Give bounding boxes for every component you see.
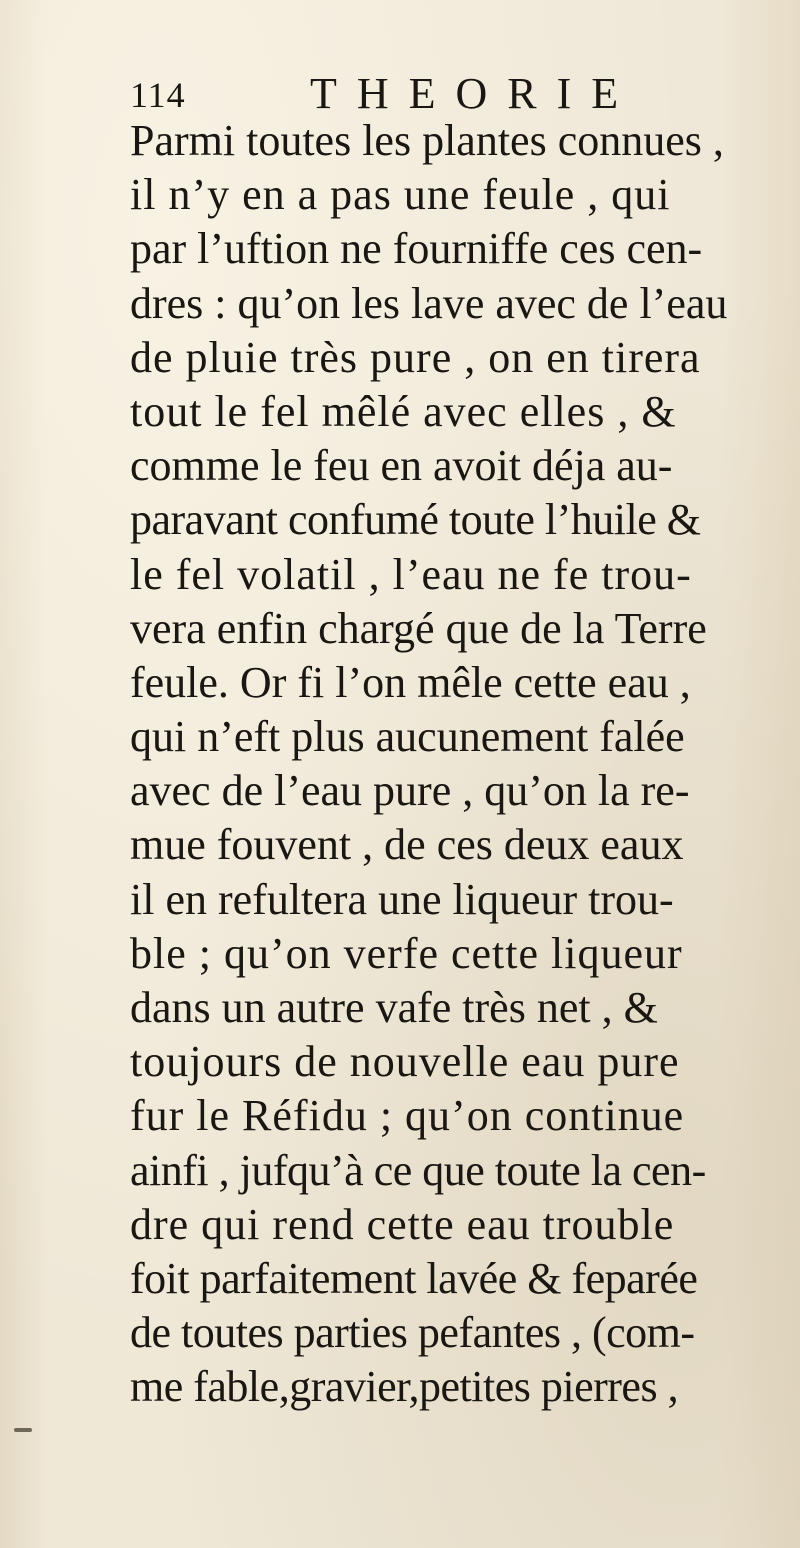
text-line: il en refultera une liqueur trou- xyxy=(130,874,674,924)
text-line: vera enfin chargé que de la Terre xyxy=(130,603,707,653)
text-line: il n’y en a pas une feule , qui xyxy=(130,170,671,220)
text-line: dans un autre vafe très net , & xyxy=(130,983,658,1032)
text-line: feule. Or fi l’on mêle cette eau , xyxy=(130,657,691,707)
text-line: dres : qu’on les lave avec de l’eau xyxy=(130,278,728,328)
ink-speck xyxy=(14,1428,32,1432)
body-text xyxy=(130,114,760,1415)
text-line: avec de l’eau pure , qu’on la re- xyxy=(130,766,690,816)
text-line: paravant confumé toute l’huile & xyxy=(130,495,701,545)
text-line: Parmi toutes les plantes connues , xyxy=(130,116,724,165)
text-line: toujours de nouvelle eau pure xyxy=(130,1037,680,1087)
text-line: ble ; qu’on verfe cette liqueur xyxy=(130,928,683,978)
text-line: mue fouvent , de ces deux eaux xyxy=(130,820,684,870)
text-line: de pluie très pure , on en tirera xyxy=(130,332,701,382)
text-line: ainfi , jufqu’à ce que toute la cen- xyxy=(130,1145,706,1195)
text-line: qui n’eft plus aucunement falée xyxy=(130,712,685,762)
text-line: le fel volatil , l’eau ne fe trou- xyxy=(130,549,692,599)
page-header xyxy=(130,68,690,120)
page-number: 114 xyxy=(130,75,186,115)
text-line: par l’uftion ne fourniffe ces cen- xyxy=(130,224,703,274)
text-line: tout le fel mêlé avec elles , & xyxy=(130,386,677,436)
text-line: foit parfaitement lavée & feparée xyxy=(130,1253,698,1303)
text-line: dre qui rend cette eau trouble xyxy=(130,1199,675,1249)
text-line: fur le Réfidu ; qu’on continue xyxy=(130,1091,685,1141)
text-line: me fable,gravier,petites pierres , xyxy=(130,1362,679,1412)
running-head: THEORIE xyxy=(310,69,639,118)
text-line: de toutes parties pefantes , (com- xyxy=(130,1308,695,1358)
text-line: comme le feu en avoit déja au- xyxy=(130,441,673,491)
